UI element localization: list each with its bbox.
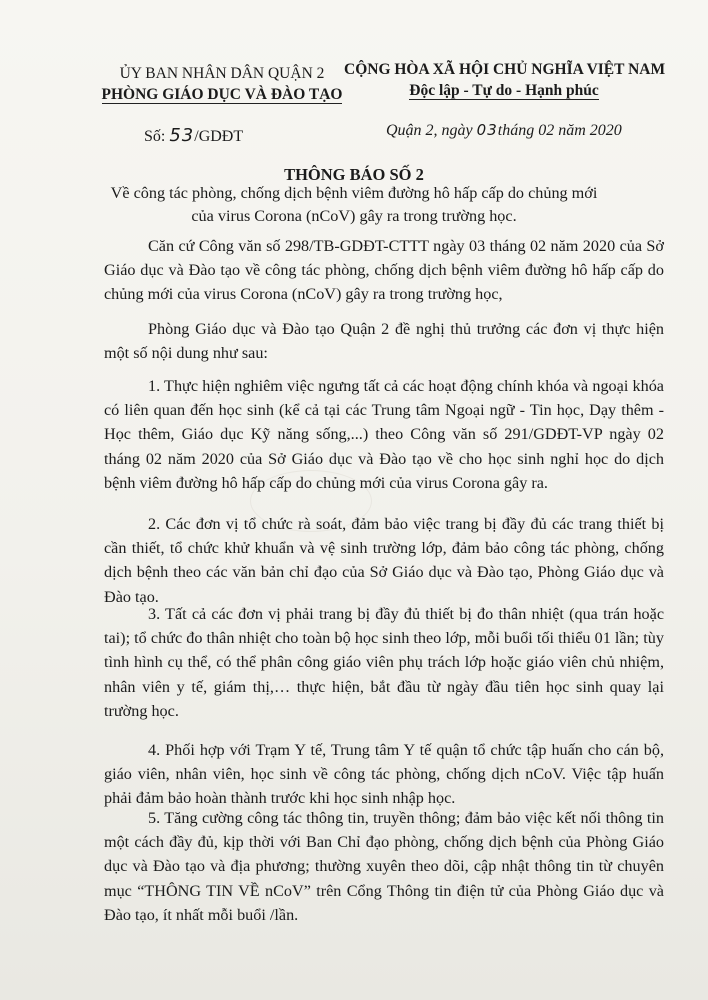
date-prefix: Quận 2, ngày xyxy=(386,122,473,139)
paragraph-item-1: 1. Thực hiện nghiêm việc ngưng tất cả các hoạt động chính khóa và ngoại khóa có liên quan đến học sinh (kể cả tại các Trung tâm Ngoại ngữ - Tin học, Dạy thêm - Học thêm, Giáo dục Kỹ năng sống,...) theo Công văn số 291/GDĐT-VP ngày 02 tháng 02 năm 2020 của Sở Giáo dục và Đào tạo về cho học sinh nghỉ học do dịch bệnh viêm đường hô hấp cấp do chủng mới của virus Corona gây ra. xyxy=(104,377,664,492)
document-subtitle-line2: của virus Corona (nCoV) gây ra trong trường học. xyxy=(191,207,517,225)
national-title: CỘNG HÒA XÃ HỘI CHỦ NGHĨA VIỆT NAM xyxy=(344,61,666,78)
issuer-department: PHÒNG GIÁO DỤC VÀ ĐÀO TẠO xyxy=(101,86,343,103)
paragraph-legal-basis: Căn cứ Công văn số 298/TB-GDĐT-CTTT ngày 03 tháng 02 năm 2020 của Sở Giáo dục và Đào tạo về công tác phòng, chống dịch bệnh viêm đường hô hấp cấp do chủng mới của virus Corona (nCoV) gây ra trong trường học, xyxy=(104,237,664,304)
national-motto: Độc lập - Tự do - Hạnh phúc xyxy=(409,82,599,99)
doc-number-suffix: /GDĐT xyxy=(194,128,244,145)
doc-number-prefix: Số: xyxy=(144,128,166,145)
paragraph-item-2: 2. Các đơn vị tổ chức rà soát, đảm bảo việc trang bị đầy đủ các trang thiết bị cần thiết, tổ chức khử khuẩn và vệ sinh trường lớp, đảm bảo công tác phòng, chống dịch bệnh theo các văn bản chỉ đạo của Sở Giáo dục và Đào tạo, Phòng Giáo dục và Đào tạo. xyxy=(104,515,664,606)
doc-number-handwritten: 53 xyxy=(169,125,195,146)
document-number xyxy=(144,125,243,146)
paragraph-request: Phòng Giáo dục và Đào tạo Quận 2 đề nghị thủ trưởng các đơn vị thực hiện một số nội dung như sau: xyxy=(104,320,664,363)
date-handwritten: 03 xyxy=(476,121,498,139)
date-suffix: tháng 02 năm 2020 xyxy=(497,122,622,139)
document-title: THÔNG BÁO SỐ 2 xyxy=(284,165,424,184)
paragraph-item-5: 5. Tăng cường công tác thông tin, truyền thông; đảm bảo việc kết nối thông tin một cách đầy đủ, kịp thời với Ban Chỉ đạo phòng, chống dịch bệnh của Phòng Giáo dục và Đào tạo và địa phương; thường xuyên theo dõi, cập nhật thông tin từ chuyên mục “THÔNG TIN VỀ nCoV” trên Cổng Thông tin điện tử của Phòng Giáo dục và Đào tạo, ít nhất mỗi buổi /lần. xyxy=(104,809,664,924)
paragraph-item-4: 4. Phối hợp với Trạm Y tế, Trung tâm Y tế quận tổ chức tập huấn cho cán bộ, giáo viên, nhân viên, học sinh về công tác phòng, chống dịch nCoV. Việc tập huấn phải đảm bảo hoàn thành trước khi học sinh nhập học. xyxy=(104,741,664,808)
issue-date xyxy=(386,121,622,140)
issuer-authority: ỦY BAN NHÂN DÂN QUẬN 2 xyxy=(119,65,325,82)
paragraph-item-3: 3. Tất cả các đơn vị phải trang bị đầy đủ thiết bị đo thân nhiệt (qua trán hoặc tai); tổ chức đo thân nhiệt cho toàn bộ học sinh theo lớp, mỗi buổi tối thiểu 01 lần; tùy tình hình cụ thể, có thể phân công giáo viên phụ trách lớp hoặc giáo viên chủ nhiệm, nhân viên y tế, giám thị,… thực hiện, bắt đầu từ ngày đầu tiên học sinh quay lại trường học. xyxy=(104,605,664,720)
document-subtitle-line1: Về công tác phòng, chống dịch bệnh viêm đường hô hấp cấp do chủng mới xyxy=(110,184,598,202)
